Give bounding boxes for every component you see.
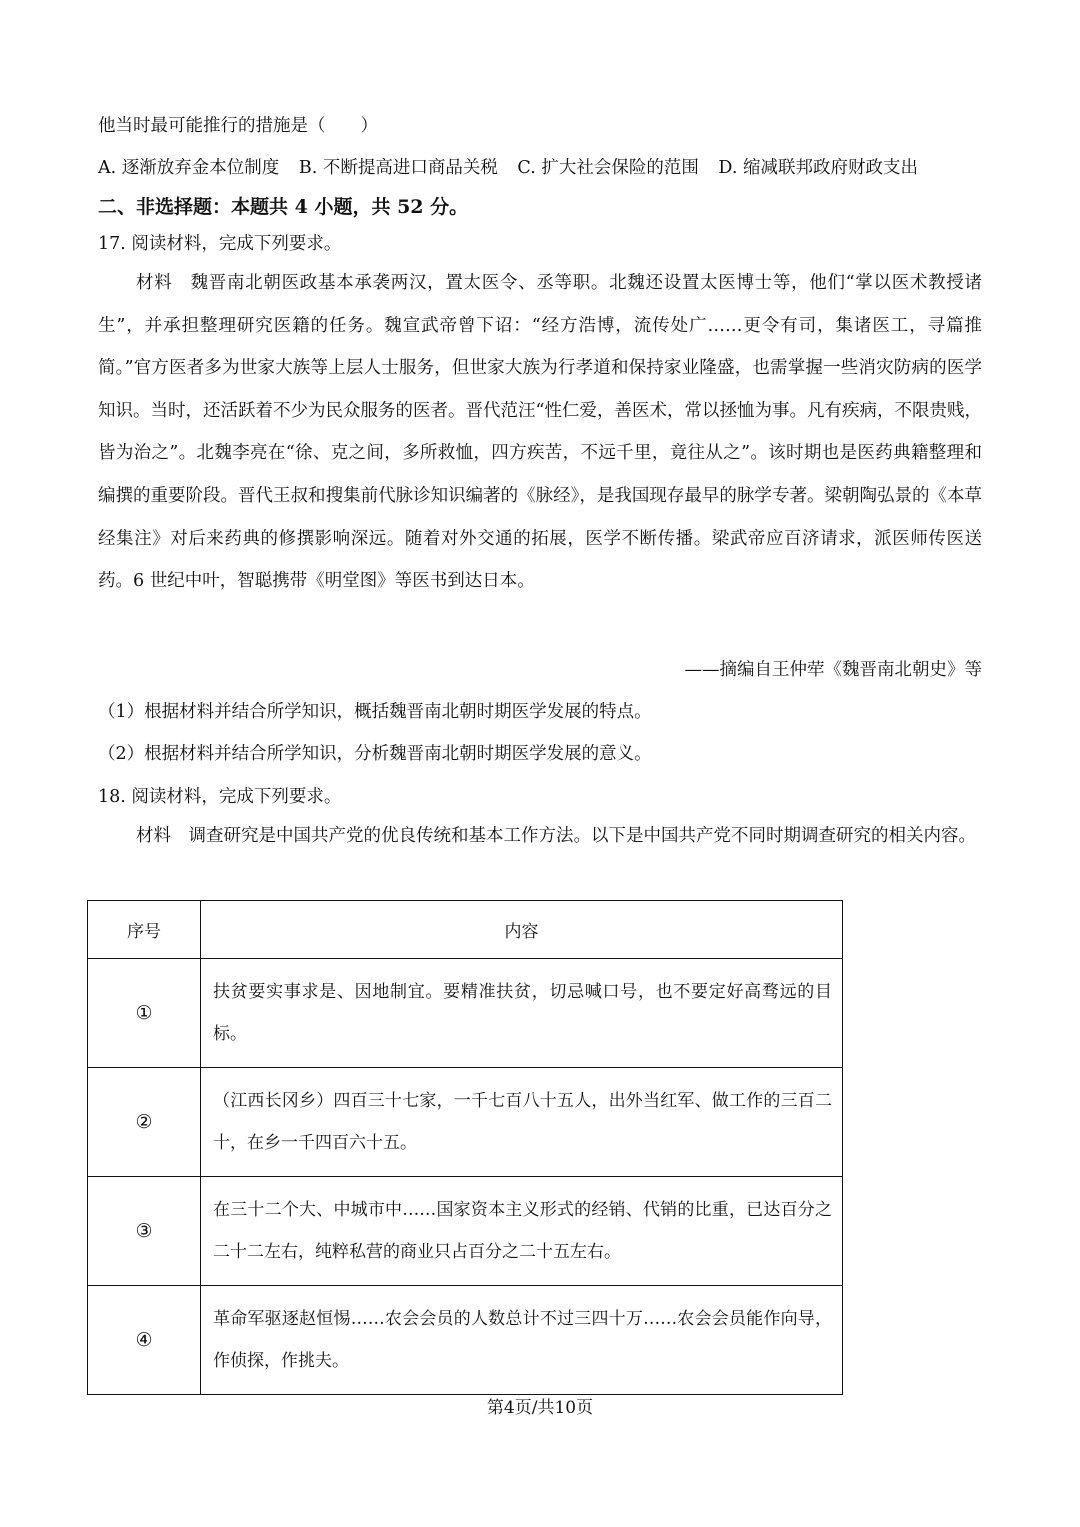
- option-d: D. 缩减联邦政府财政支出: [718, 158, 918, 178]
- survey-table: [87, 900, 843, 1395]
- table-row: [88, 1286, 843, 1395]
- q17-source: ——摘编自王仲荦《魏晋南北朝史》等: [684, 660, 982, 680]
- page-footer: 第4页/共10页: [486, 1398, 594, 1418]
- row-content: 革命军驱逐赵恒惕……农会会员的人数总计不过三四十万……农会会员能作向导，作侦探，作挑夫。: [201, 1286, 843, 1395]
- option-b: B. 不断提高进口商品关税: [298, 158, 498, 178]
- table-header-row: [88, 901, 843, 959]
- row-number: ①: [88, 959, 201, 1068]
- q18-material: 材料 调查研究是中国共产党的优良传统和基本工作方法。以下是中国共产党不同时期调查研究的相关内容。: [136, 826, 976, 846]
- question-stem-tail: 他当时最可能推行的措施是（ ）: [98, 116, 378, 136]
- row-number: ④: [88, 1286, 201, 1395]
- q17-sub-question-2: （2）根据材料并结合所学知识，分析魏晋南北朝时期医学发展的意义。: [98, 744, 652, 764]
- header-content: 内容: [201, 901, 843, 959]
- option-c: C. 扩大社会保险的范围: [517, 158, 699, 178]
- row-number: ③: [88, 1177, 201, 1286]
- option-a: A. 逐渐放弃金本位制度: [98, 158, 280, 178]
- row-content: 在三十二个大、中城市中……国家资本主义形式的经销、代销的比重，已达百分之二十二左右，纯粹私营的商业只占百分之二十五左右。: [201, 1177, 843, 1286]
- table-row: [88, 1068, 843, 1177]
- table-row: [88, 1177, 843, 1286]
- q17-sub-question-1: （1）根据材料并结合所学知识，概括魏晋南北朝时期医学发展的特点。: [98, 702, 652, 722]
- header-number: 序号: [88, 901, 201, 959]
- row-content: 扶贫要实事求是、因地制宜。要精准扶贫，切忌喊口号，也不要定好高骛远的目标。: [201, 959, 843, 1068]
- table-row: [88, 959, 843, 1068]
- q17-material: 材料 魏晋南北朝医政基本承袭两汉，置太医令、丞等职。北魏还设置太医博士等，他们“掌以医术教授诸生”，并承担整理研究医籍的任务。魏宣武帝曾下诏：“经方浩博，流传处广……更令有司，集诸医工，寻篇推简。”官方医者多为世家大族等上层人士服务，但世家大族为行孝道和保持家业隆盛，也需掌握一些消灾防病的医学知识。当时，还活跃着不少为民众服务的医者。晋代范汪“性仁爱，善医术，常以拯恤为事。凡有疾病，不限贵贱，皆为治之”。北魏李亮在“徐、克之间，多所救恤，四方疾苦，不远千里，竟往从之”。该时期也是医药典籍整理和编撰的重要阶段。晋代王叔和搜集前代脉诊知识编著的《脉经》，是我国现存最早的脉学专著。梁朝陶弘景的《本草经集注》对后来药典的修撰影响深远。随着对外交通的拓展，医学不断传播。梁武帝应百济请求，派医师传医送药。6 世纪中叶，智聪携带《明堂图》等医书到达日本。: [98, 273, 982, 592]
- row-number: ②: [88, 1068, 201, 1177]
- row-content: （江西长冈乡）四百三十七家，一千七百八十五人，出外当红军、做工作的三百二十，在乡一千四百六十五。: [201, 1068, 843, 1177]
- q18-title: 18. 阅读材料，完成下列要求。: [98, 787, 342, 807]
- q17-title: 17. 阅读材料，完成下列要求。: [98, 234, 342, 254]
- answer-options: [98, 154, 932, 179]
- section-title: 二、非选择题：本题共 4 小题，共 52 分。: [98, 196, 469, 218]
